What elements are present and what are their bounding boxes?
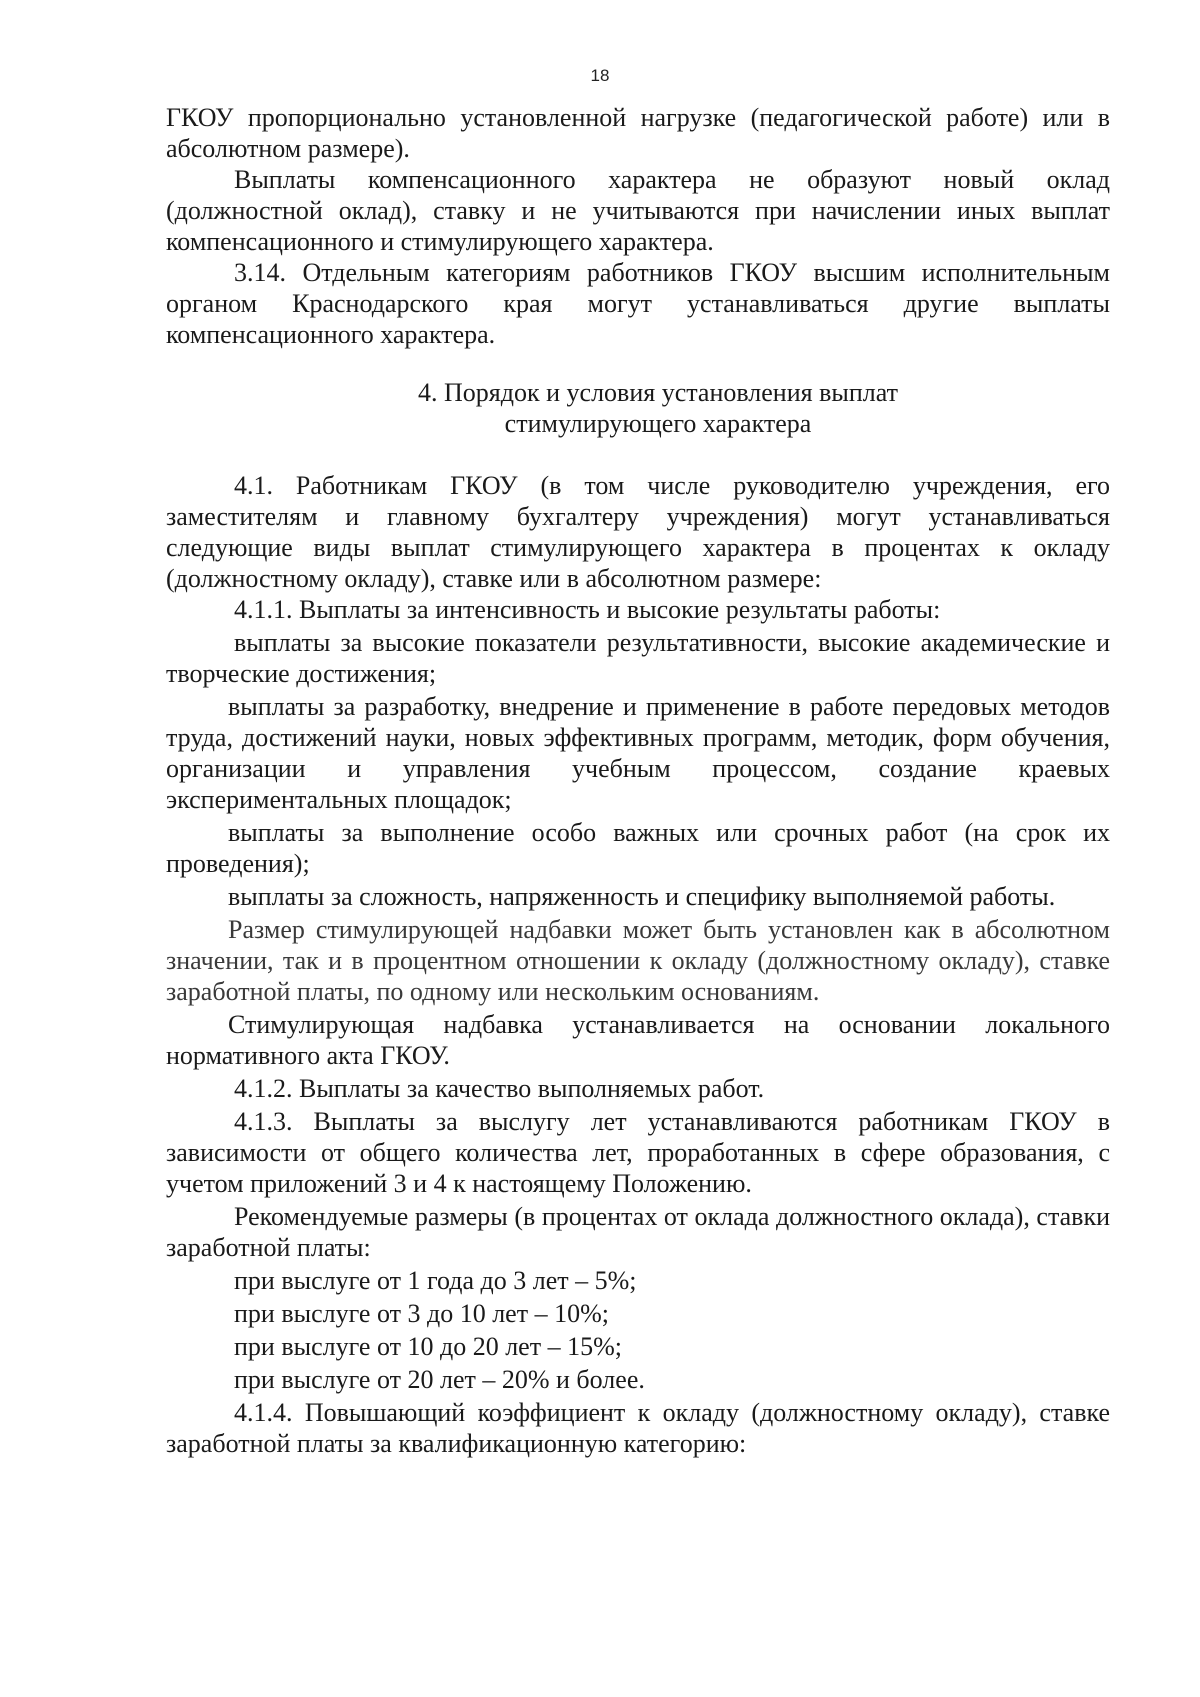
paragraph-3-14: 3.14. Отдельным категориям работников ГКОУ высшим исполнительным органом Краснодарского края могут устанавливаться другие выплаты компенсационного характера. (166, 258, 1110, 349)
section-heading-line-1: 4. Порядок и условия установления выплат (418, 378, 898, 407)
section-heading-line-2: стимулирующего характера (504, 409, 812, 438)
list-item-complexity: выплаты за сложность, напряженность и специфику выполняемой работы. (228, 882, 1056, 911)
list-item-results: выплаты за высокие показатели результативности, высокие академические и творческие достижения; (166, 628, 1110, 688)
list-item-urgent-work: выплаты за выполнение особо важных или срочных работ (на срок их проведения); (166, 818, 1110, 878)
paragraph-compensation-note: Выплаты компенсационного характера не образуют новый оклад (должностной оклад), ставку и не учитываются при начислении иных выплат компенсационного и стимулирующего характера. (166, 165, 1110, 256)
list-item-seniority-1-3: при выслуге от 1 года до 3 лет – 5%; (234, 1266, 637, 1295)
paragraph-4-1-4: 4.1.4. Повышающий коэффициент к окладу (должностному окладу), ставке заработной платы за квалификационную категорию: (166, 1398, 1110, 1458)
list-item-seniority-20: при выслуге от 20 лет – 20% и более. (234, 1365, 645, 1394)
document-body (166, 102, 1110, 1459)
list-item-seniority-3-10: при выслуге от 3 до 10 лет – 10%; (234, 1299, 609, 1328)
paragraph-continuation: ГКОУ пропорционально установленной нагрузке (педагогической работе) или в абсолютном размере). (166, 103, 1110, 163)
list-item-seniority-10-20: при выслуге от 10 до 20 лет – 15%; (234, 1332, 622, 1361)
paragraph-4-1-3: 4.1.3. Выплаты за выслугу лет устанавливаются работникам ГКОУ в зависимости от общего количества лет, проработанных в сфере образования, с учетом приложений 3 и 4 к настоящему Положению. (166, 1107, 1110, 1198)
paragraph-4-1-1: 4.1.1. Выплаты за интенсивность и высокие результаты работы: (234, 595, 941, 624)
section-heading-4 (166, 377, 1110, 439)
paragraph-bonus-basis: Стимулирующая надбавка устанавливается на основании локального нормативного акта ГКОУ. (166, 1010, 1110, 1070)
paragraph-bonus-size: Размер стимулирующей надбавки может быть установлен как в абсолютном значении, так и в процентном отношении к окладу (должностному окладу), ставке заработной платы, по одному или нескольким основаниям. (166, 915, 1110, 1006)
list-item-methods: выплаты за разработку, внедрение и применение в работе передовых методов труда, достижений науки, новых эффективных программ, методик, форм обучения, организации и управления учебным процессом, создание краевых экспериментальных площадок; (166, 692, 1110, 814)
paragraph-4-1-2: 4.1.2. Выплаты за качество выполняемых работ. (234, 1074, 765, 1103)
paragraph-recommended-sizes: Рекомендуемые размеры (в процентах от оклада должностного оклада), ставки заработной платы: (166, 1202, 1110, 1262)
page-number: 18 (590, 66, 610, 85)
paragraph-4-1: 4.1. Работникам ГКОУ (в том числе руководителю учреждения, его заместителям и главному бухгалтеру учреждения) могут устанавливаться следующие виды выплат стимулирующего характера в процентах к окладу (должностному окладу), ставке или в абсолютном размере: (166, 471, 1110, 593)
